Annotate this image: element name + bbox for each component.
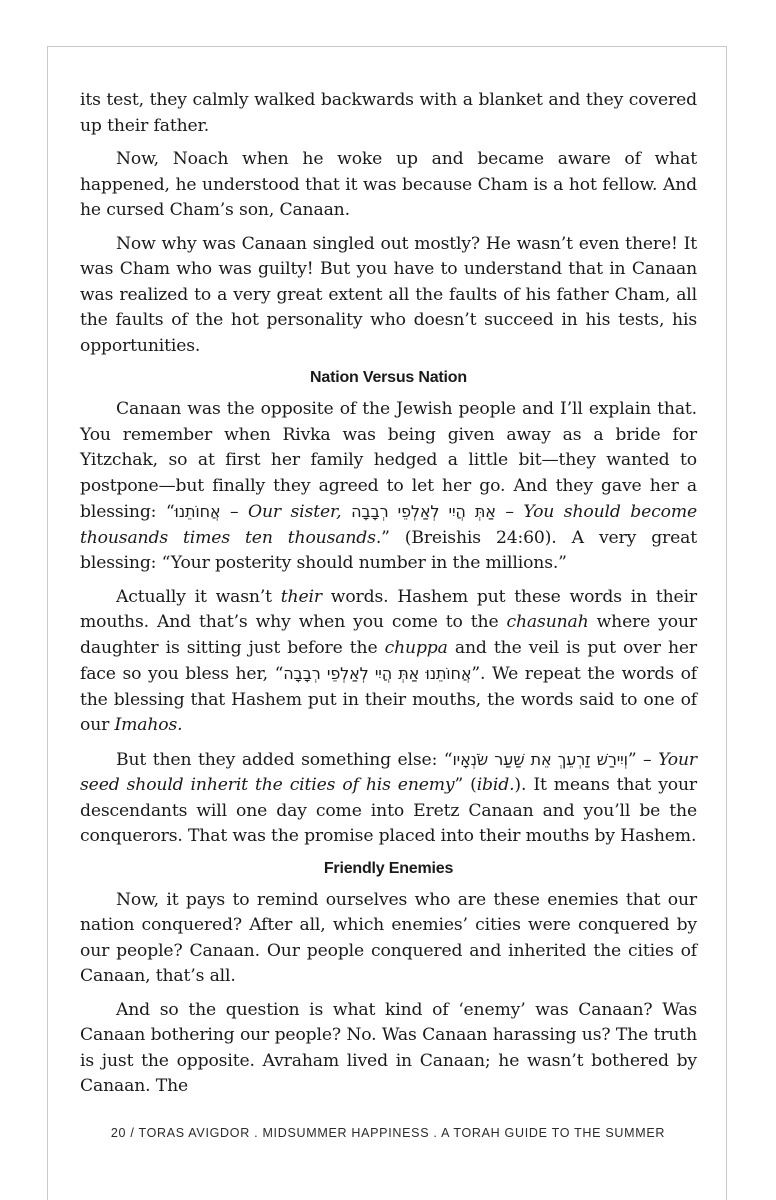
section-heading-friendly-enemies: Friendly Enemies [323, 859, 454, 877]
paragraph-6: But then they added something else: “וְיִירַשׁ זַרְעֵךְ אֵת שַׁעַר שֹׂנְאָיו” – Your seed should inherit the cities of his enemy” (ibid.). It means that your descendants will one day come into Eretz Canaan and you’ll be the conquerors. That was the promise placed into their mouths by Hashem. [80, 749, 697, 846]
article-body [80, 88, 697, 1108]
hebrew-text: אַתְּ הֲיִי לְאַלְפֵי רְבָבָה [351, 502, 496, 521]
paragraph-1: its test, they calmly walked backwards with a blanket and they covered up their father. [80, 90, 697, 136]
paragraph-5: Actually it wasn’t their words. Hashem put these words in their mouths. And that’s why when you come to the chasunah where your daughter is sitting just before the chuppa and the veil is put over her face so you bless her, “אֲחוֹתֵנוּ אַתְּ הֲיִי לְאַלְפֵי רְבָבָה”. We repeat the words of the blessing that Hashem put in their mouths, the words said to one of our Imahos. [80, 586, 697, 735]
paragraph-2: Now, Noach when he woke up and became aware of what happened, he understood that it was because Cham is a hot fellow. And he cursed Cham’s son, Canaan. [80, 149, 697, 220]
paragraph-4: Canaan was the opposite of the Jewish people and I’ll explain that. You remember when Rivka was being given away as a bride for Yitzchak, so at first her family hedged a little bit—they wanted to postpone—but finally they agreed to let her go. And they gave her a blessing: “אֲחוֹתֵנוּ – Our sister, אַתְּ הֲיִי לְאַלְפֵי רְבָבָה – You should become thousands times ten thousands.” (Breishis 24:60). A very great blessing: “Your posterity should number in the millions.” [80, 399, 698, 573]
paragraph-3: Now why was Canaan singled out mostly? He wasn’t even there! It was Cham who was guilty! But you have to understand that in Canaan was realized to a very great extent all the faults of his father Cham, all the faults of the hot personality who doesn’t succeed in his tests, his opportunities. [80, 233, 697, 356]
paragraph-8: And so the question is what kind of ‘enemy’ was Canaan? Was Canaan bothering our people? No. Was Canaan harassing us? The truth is just the opposite. Avraham lived in Canaan; he wasn’t bothered by Canaan. The [80, 999, 697, 1096]
section-heading-nation-versus-nation: Nation Versus Nation [310, 369, 467, 386]
hebrew-text: אֲחוֹתֵנוּ [174, 502, 221, 521]
page-footer: 20 / TORAS AVIGDOR . MIDSUMMER HAPPINESS . A TORAH GUIDE TO THE SUMMER [110, 1126, 666, 1140]
hebrew-text: וְיִירַשׁ זַרְעֵךְ אֵת שַׁעַר שֹׂנְאָיו [452, 749, 628, 769]
paragraph-7: Now, it pays to remind ourselves who are these enemies that our nation conquered? After all, which enemies’ cities were conquered by our people? Canaan. Our people conquered and inherited the cities of Canaan, that’s all. [80, 889, 697, 986]
hebrew-text: אֲחוֹתֵנוּ אַתְּ הֲיִי לְאַלְפֵי רְבָבָה [283, 664, 472, 683]
